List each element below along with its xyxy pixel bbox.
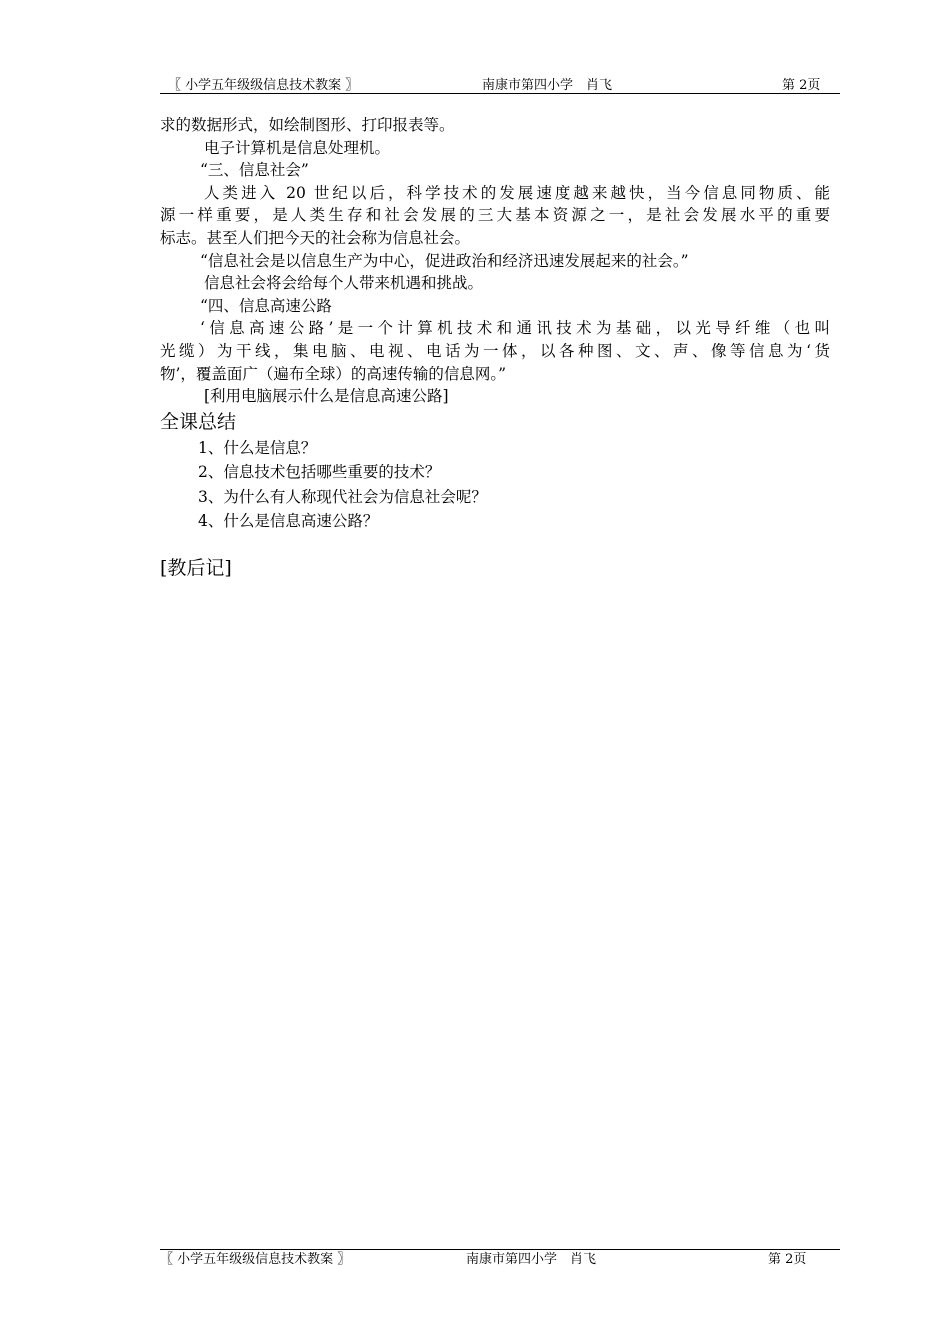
section-heading: “三、信息社会” bbox=[200, 161, 309, 180]
paragraph-line: 信息社会将会给每个人带来机遇和挑战。 bbox=[204, 274, 484, 293]
paragraph-line: ‘信息高速公路’是一个计算机技术和通讯技术为基础，以光导纤维（也叫 bbox=[200, 319, 830, 338]
paragraph-line: 电子计算机是信息处理机。 bbox=[204, 138, 391, 157]
header-doc-title: 〖 小学五年级级信息技术教案 〗 bbox=[168, 78, 359, 93]
page-footer bbox=[160, 1252, 840, 1274]
footer-rule bbox=[160, 1249, 840, 1250]
afterword-heading: [教后记] bbox=[160, 556, 232, 579]
header-page-number: 第 2页 bbox=[782, 78, 821, 93]
header-rule bbox=[160, 93, 840, 94]
footer-page-number: 第 2页 bbox=[768, 1252, 807, 1267]
paragraph-line: 人类进入 20 世纪以后，科学技术的发展速度越来越快，当今信息同物质、能 bbox=[204, 183, 830, 202]
list-item: 1、什么是信息？ bbox=[198, 438, 317, 457]
list-item: 4、什么是信息高速公路？ bbox=[198, 512, 379, 531]
header-school-author: 南康市第四小学 肖飞 bbox=[482, 78, 613, 93]
paragraph-line: 源一样重要，是人类生存和社会发展的三大基本资源之一，是社会发展水平的重要 bbox=[160, 206, 830, 225]
paragraph-line: 标志。甚至人们把今天的社会称为信息社会。 bbox=[160, 228, 471, 247]
paragraph-line: 求的数据形式，如绘制图形、打印报表等。 bbox=[160, 116, 455, 134]
bracket-note: [利用电脑展示什么是信息高速公路] bbox=[204, 387, 449, 406]
document-body bbox=[160, 114, 830, 582]
quote-line: “信息社会是以信息生产为中心，促进政治和经济迅速发展起来的社会。” bbox=[200, 251, 689, 270]
paragraph-line: 物’，覆盖面广（遍布全球）的高速传输的信息网。” bbox=[160, 364, 507, 383]
section-heading: “四、信息高速公路 bbox=[200, 296, 332, 315]
page-header bbox=[160, 78, 840, 100]
footer-school-author: 南康市第四小学 肖飞 bbox=[466, 1252, 597, 1267]
list-item: 2、信息技术包括哪些重要的技术？ bbox=[198, 463, 441, 482]
summary-heading: 全课总结 bbox=[160, 410, 237, 433]
footer-doc-title: 〖 小学五年级级信息技术教案 〗 bbox=[160, 1252, 351, 1267]
list-item: 3、为什么有人称现代社会为信息社会呢？ bbox=[198, 487, 487, 506]
paragraph-line: 光缆）为干线，集电脑、电视、电话为一体，以各种图、文、声、像等信息为‘货 bbox=[160, 341, 830, 360]
question-list bbox=[160, 436, 830, 534]
